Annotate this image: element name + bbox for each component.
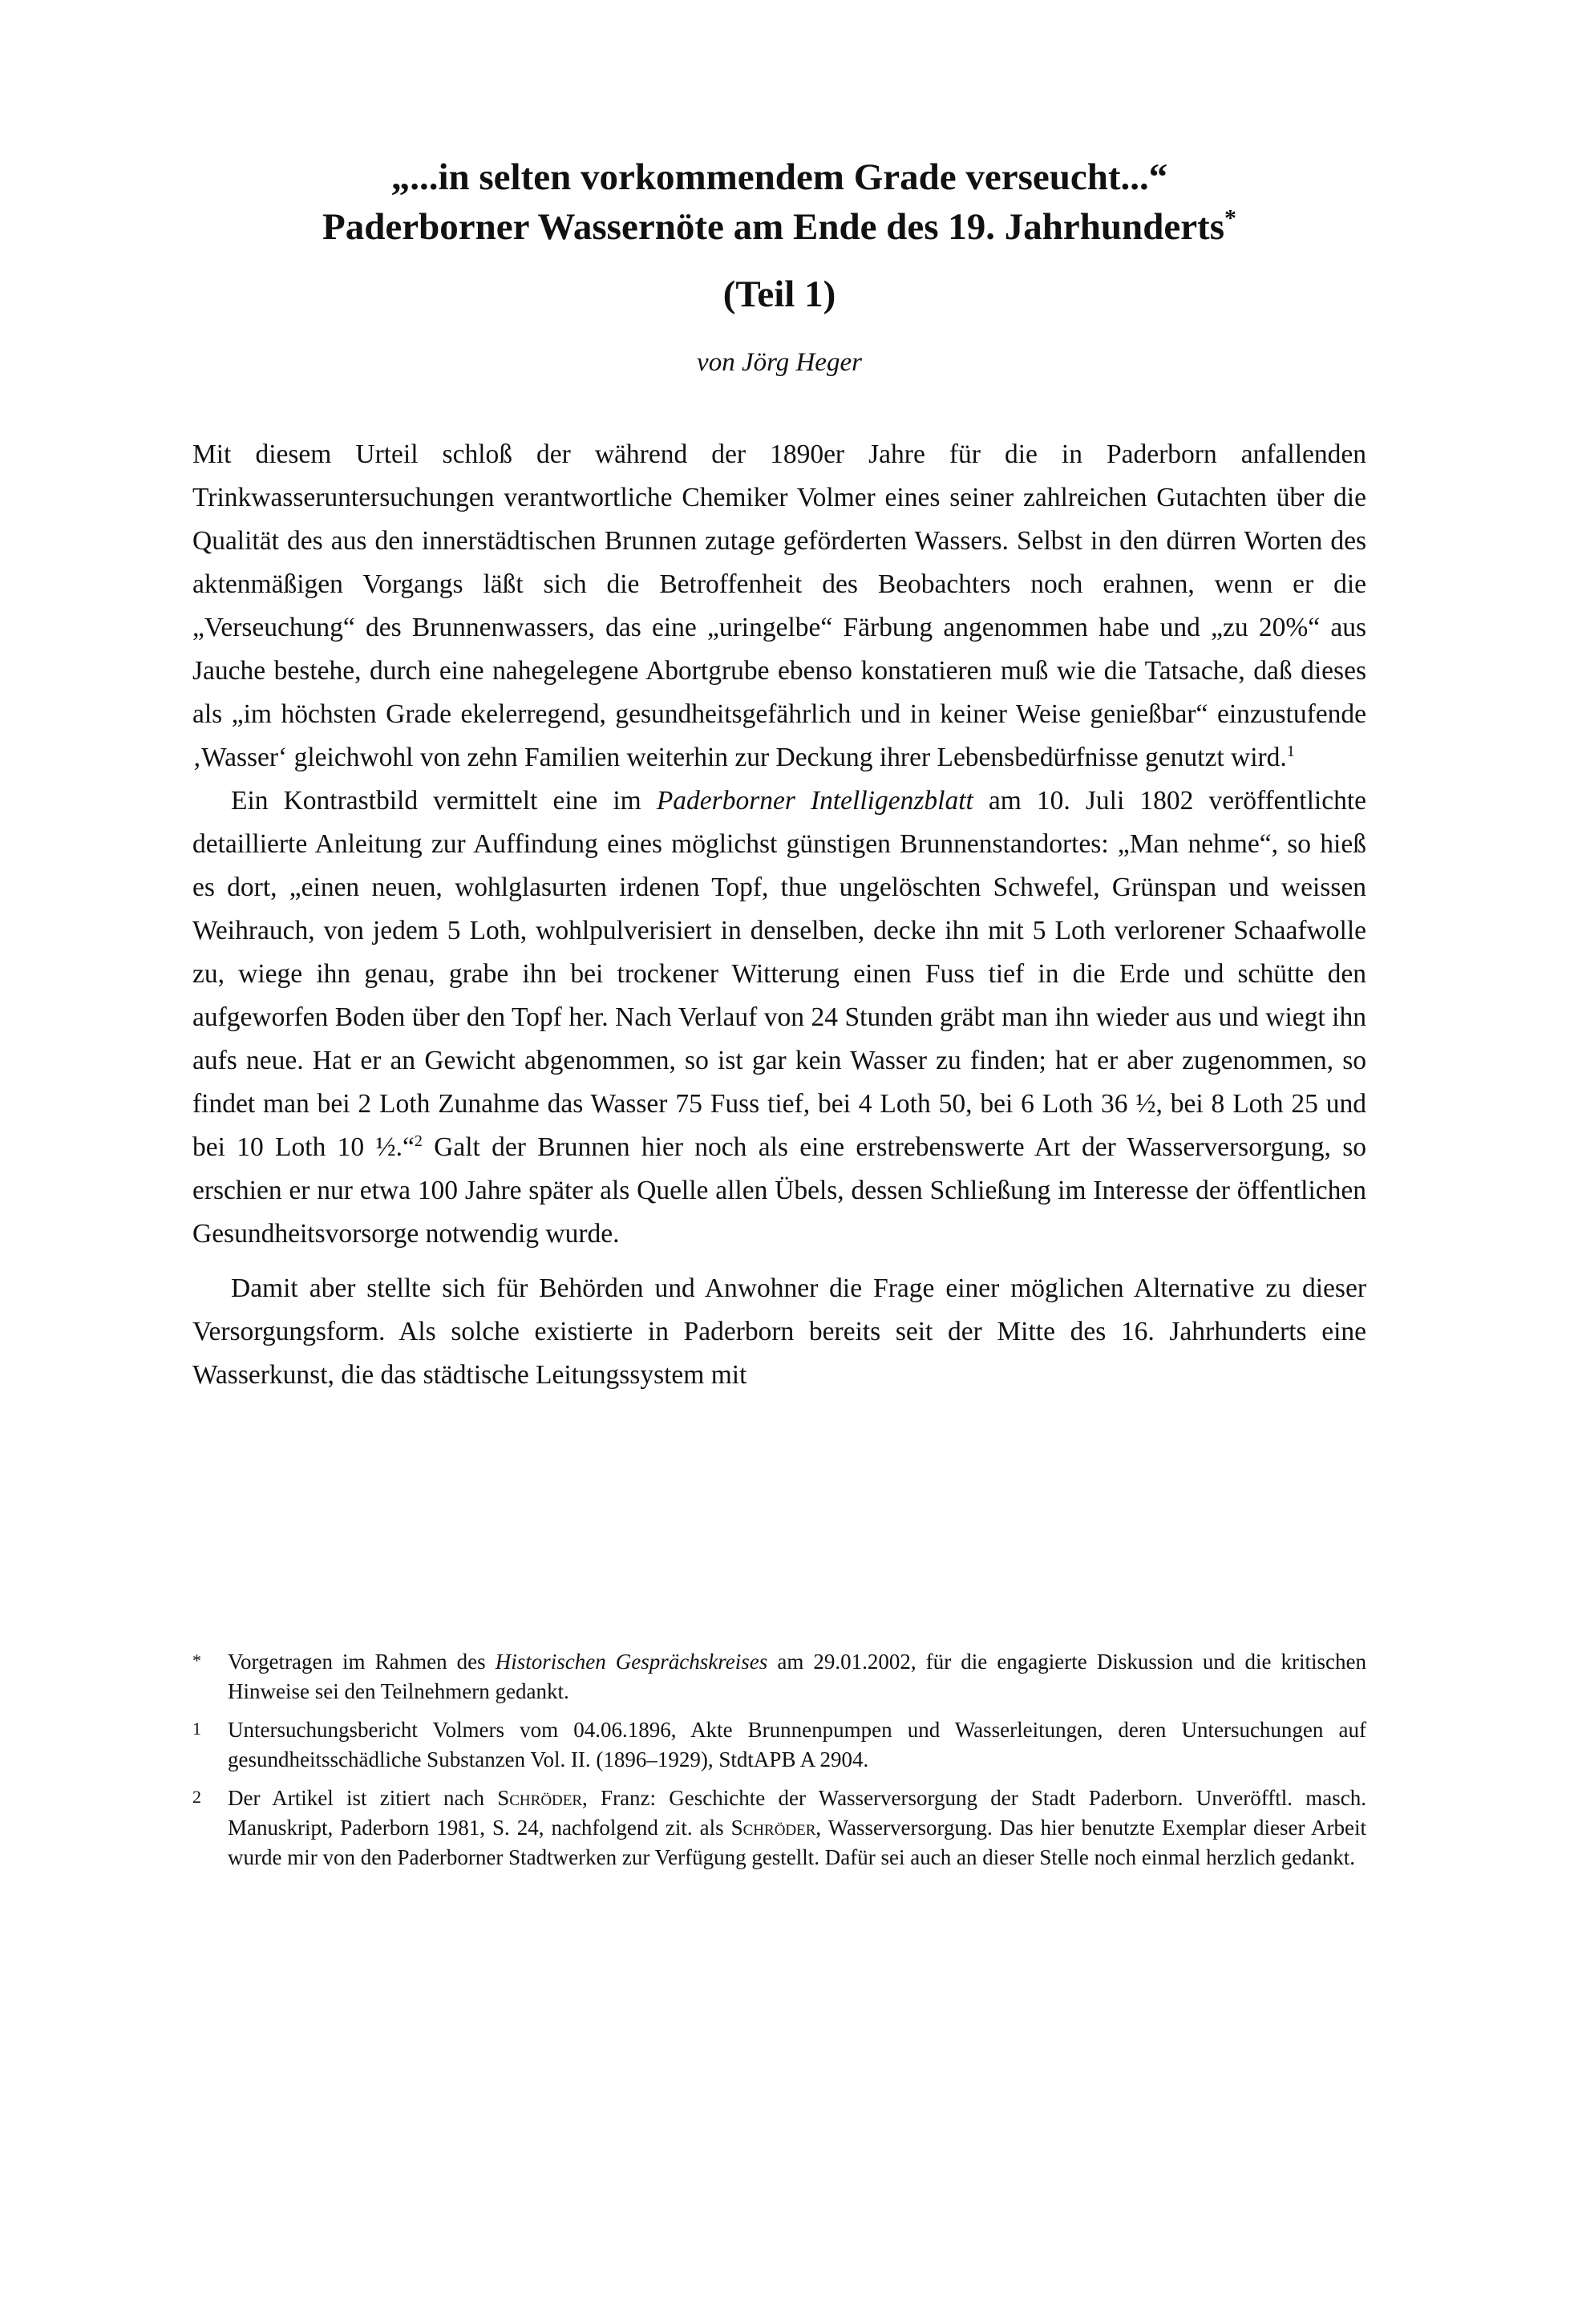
paragraph-2-journal-title: Paderborner Intelligenzblatt [656, 786, 973, 816]
title-line-2 [192, 202, 1366, 252]
footnote-1-text: Untersuchungsbericht Volmers vom 04.06.1896, Akte Brunnenpumpen und Wasserleitungen, deren Untersuchungen auf gesundheitsschädliche Substanzen Vol. II. (1896–1929), StdtAPB A 2904. [228, 1718, 1366, 1771]
paragraph-1 [192, 433, 1366, 779]
footnote-star-text-b: am 29.01.2002, für die engagierte Diskussion und die kritischen Hinweise sei den Teilnehmern gedankt. [228, 1650, 1367, 1703]
paragraph-2-text-a: Ein Kontrastbild vermittelt eine im [231, 786, 641, 816]
paragraph-1-text: Mit diesem Urteil schloß der während der 1890er Jahre für die in Paderborn anfallenden Trinkwasseruntersuchungen verantwortliche Chemiker Volmer eines seiner zahlreichen Gutachten über die Qualität des aus den innerstädtischen Brunnen zutage geförderten Wassers. Selbst in den dürren Worten des aktenmäßigen Vorgangs läßt sich die Betroffenheit des Beobachters noch erahnen, wenn er die „Verseuchung“ des Brunnenwassers, das eine „uringelbe“ Färbung angenommen habe und „zu 20%“ aus Jauche bestehe, durch eine nahegelegene Abortgrube ebenso konstatieren muß wie die Tatsache, daß dieses als „im höchsten Grade ekelerregend, gesundheitsgefährlich und in keiner Weise genießbar“ einzustufende ‚Wasser‘ gleichwohl von zehn Familien weiterhin zur Deckung ihrer Lebensbedürfnisse genutzt wird. [192, 439, 1366, 772]
paragraph-3 [192, 1267, 1366, 1397]
paragraph-2-text-b: am 10. Juli 1802 veröffentlichte detaillierte Anleitung zur Auffindung eines möglichst günstigen Brunnenstandortes: „Man nehme“, so hieß es dort, „einen neuen, wohlglasurten irdenen Topf, thue ungelöschten Schwefel, Grünspan und weissen Weihrauch, von jedem 5 Loth, wohlpulverisiert in denselben, decke ihn mit 5 Loth verlorener Schaafwolle zu, wiege ihn genau, grabe ihn bei trockener Witterung einen Fuss tief in die Erde und schütte den aufgeworfen Boden über den Topf her. Nach Verlauf von 24 Stunden gräbt man ihn wieder aus und wiegt ihn aufs neue. Hat er an Gewicht abgenommen, so ist gar kein Wasser zu finden; hat er aber zugenommen, so findet man bei 2 Loth Zunahme das Wasser 75 Fuss tief, bei 4 Loth 50, bei 6 Loth 36 ½, bei 8 Loth 25 und bei 10 Loth 10 ½.“ [192, 786, 1367, 1162]
author-name: Jörg Heger [741, 348, 862, 377]
footnote-1-mark: 1 [192, 1719, 201, 1739]
footnote-star-text [228, 1647, 1366, 1707]
footnotes [192, 1647, 1366, 1881]
body-text [192, 433, 1366, 1397]
title-line-1-text: „...in selten vorkommendem Grade verseucht...“ [390, 156, 1168, 198]
footnote-star-text-a: Vorgetragen im Rahmen des [228, 1650, 486, 1674]
paragraph-3-text: Damit aber stellte sich für Behörden und Anwohner die Frage einer möglichen Alternative zu dieser Versorgungsform. Als solche existierte in Paderborn bereits seit der Mitte des 16. Jahrhunderts eine Wasserkunst, die das städtische Leitungssystem mit [192, 1273, 1366, 1390]
title-star-mark: * [1224, 204, 1236, 232]
footnote-2-text-a: Der Artikel ist zitiert nach [228, 1786, 484, 1810]
footnote-star [192, 1647, 1366, 1707]
paragraph-2-text-c: Galt der Brunnen hier noch als eine erstrebenswerte Art der Wasserversorgung, so erschien er nur etwa 100 Jahre später als Quelle allen Übels, dessen Schließung im Interesse der öffentlichen Gesundheitsvorsorge notwendig wurde. [192, 1132, 1366, 1249]
footnote-star-em: Historischen Gesprächskreises [495, 1650, 768, 1674]
footnote-2-text [228, 1783, 1366, 1873]
author-prefix: von [697, 348, 735, 377]
footnote-ref-2: 2 [414, 1132, 423, 1150]
footnote-2-text-c: , Wasserversorgung. Das hier benutzte Exemplar dieser Arbeit wurde mir von den Paderborner Stadtwerken zur Verfügung gestellt. Dafür sei auch an dieser Stelle noch einmal herzlich gedankt. [228, 1816, 1367, 1869]
footnote-2-text-b: , Franz: Geschichte der Wasserversorgung der Stadt Paderborn. Unveröfftl. masch. Manuskript, Paderborn 1981, S. 24, nachfolgend zit. als [228, 1786, 1366, 1840]
article [192, 152, 1366, 1397]
footnote-ref-1: 1 [1286, 742, 1295, 760]
author-line [192, 346, 1366, 379]
title-line-2-text: Paderborner Wassernöte am Ende des 19. Jahrhunderts [322, 206, 1224, 248]
footnote-2-author-2: Schröder [730, 1816, 816, 1840]
footnote-2-mark: 2 [192, 1787, 201, 1807]
footnote-star-mark: * [192, 1650, 201, 1670]
footnote-2-author-1: Schröder [497, 1786, 583, 1810]
footnote-1 [192, 1715, 1366, 1775]
paragraph-2 [192, 779, 1366, 1256]
footnote-2 [192, 1783, 1366, 1873]
title-line-1 [192, 152, 1366, 202]
part-label: (Teil 1) [722, 273, 836, 315]
